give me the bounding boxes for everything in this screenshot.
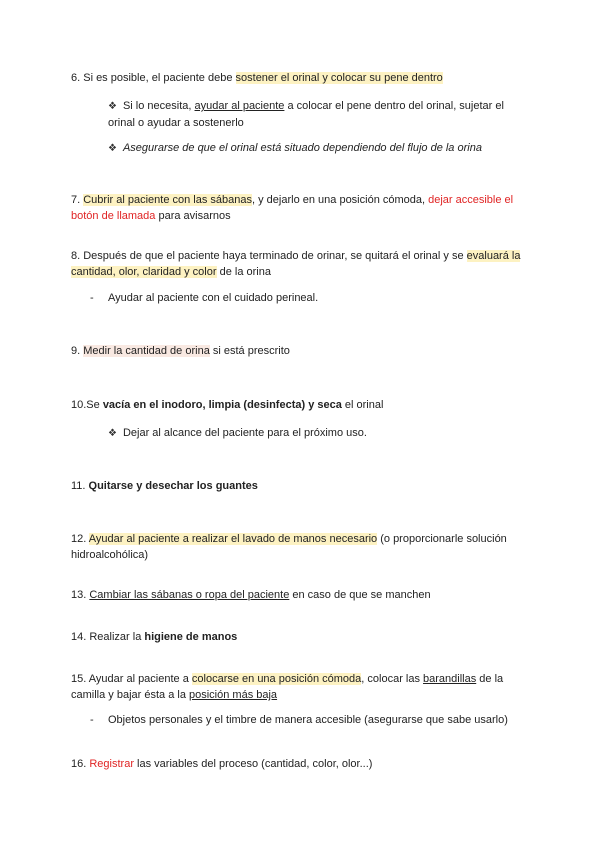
step-10: 10.Se vacía en el inodoro, limpia (desinfecta) y seca el orinal [71,399,384,411]
step-10-bold: vacía en el inodoro, limpia (desinfecta) y seca [102,399,342,411]
diamond-bullet-icon: ❖ [108,101,117,112]
step-10-sub: ❖ Dejar al alcance del paciente para el próximo uso. [108,427,367,439]
step-6-bullet-2 [108,140,528,157]
step-12: 12. Ayudar al paciente a realizar el lavado de manos necesario (o proporcionarle solución hidroalcohólica) [71,533,507,561]
step-6-bullet-1: ❖ Si lo necesita, ayudar al paciente a colocar el pene dentro del orinal, sujetar el orinal o ayudar a sostenerlo [108,100,504,129]
step-6-bullet-2-text: Asegurarse de que el orinal está situado dependiendo del flujo de la orina [122,142,482,154]
step-11: 11. Quitarse y desechar los guantes [71,480,258,492]
step-11-bold: Quitarse y desechar los guantes [88,480,258,492]
step-7-red-text: dejar accesible el botón de llamada [71,194,514,222]
dash-bullet: - [90,292,94,304]
step-13: 13. Cambiar las sábanas o ropa del paciente en caso de que se manchen [71,589,431,601]
step-7: 7. Cubrir al paciente con las sábanas, y dejarlo en una posición cómoda, dejar accesible el botón de llamada para avisarnos [71,194,514,222]
dash-bullet: - [90,714,94,726]
step-8-highlight: evaluará la cantidad, olor, claridad y color [71,250,521,278]
step-16-red-text: Registrar [89,758,134,770]
step-6-text: 6. Si es posible, el paciente debe [71,72,236,84]
step-15-highlight: colocarse en una posición cómoda [191,673,362,685]
step-6-bullet-1-underline: ayudar al paciente [194,100,285,112]
step-9-highlight: Medir la cantidad de orina [83,345,210,357]
step-15: 15. Ayudar al paciente a colocarse en una posición cómoda, colocar las barandillas de la camilla y bajar ésta a la posición más baja [71,673,504,701]
step-8-sub: - Ayudar al paciente con el cuidado perineal. [90,292,319,304]
diamond-bullet-icon: ❖ [108,428,117,439]
step-8: 8. Después de que el paciente haya terminado de orinar, se quitará el orinal y se evaluará la cantidad, olor, claridad y color de la orina [71,250,521,278]
step-7-highlight: Cubrir al paciente con las sábanas [83,194,252,206]
step-13-underline: Cambiar las sábanas o ropa del paciente [89,589,290,601]
step-14-bold: higiene de manos [144,631,238,643]
step-15-underline-2: posición más baja [189,689,278,701]
step-15-underline-1: barandillas [423,673,477,685]
step-6-highlight: sostener el orinal y colocar su pene dentro [235,72,443,84]
step-14: 14. Realizar la higiene de manos [71,631,238,643]
step-15-sub: - Objetos personales y el timbre de manera accesible (asegurarse que sabe usarlo) [90,714,508,726]
step-9: 9. Medir la cantidad de orina si está prescrito [71,345,290,357]
step-16: 16. Registrar las variables del proceso (cantidad, color, olor...) [71,758,373,770]
diamond-bullet-icon: ❖ [108,143,117,154]
step-12-highlight: Ayudar al paciente a realizar el lavado de manos necesario [88,533,378,545]
step-6 [71,70,531,86]
